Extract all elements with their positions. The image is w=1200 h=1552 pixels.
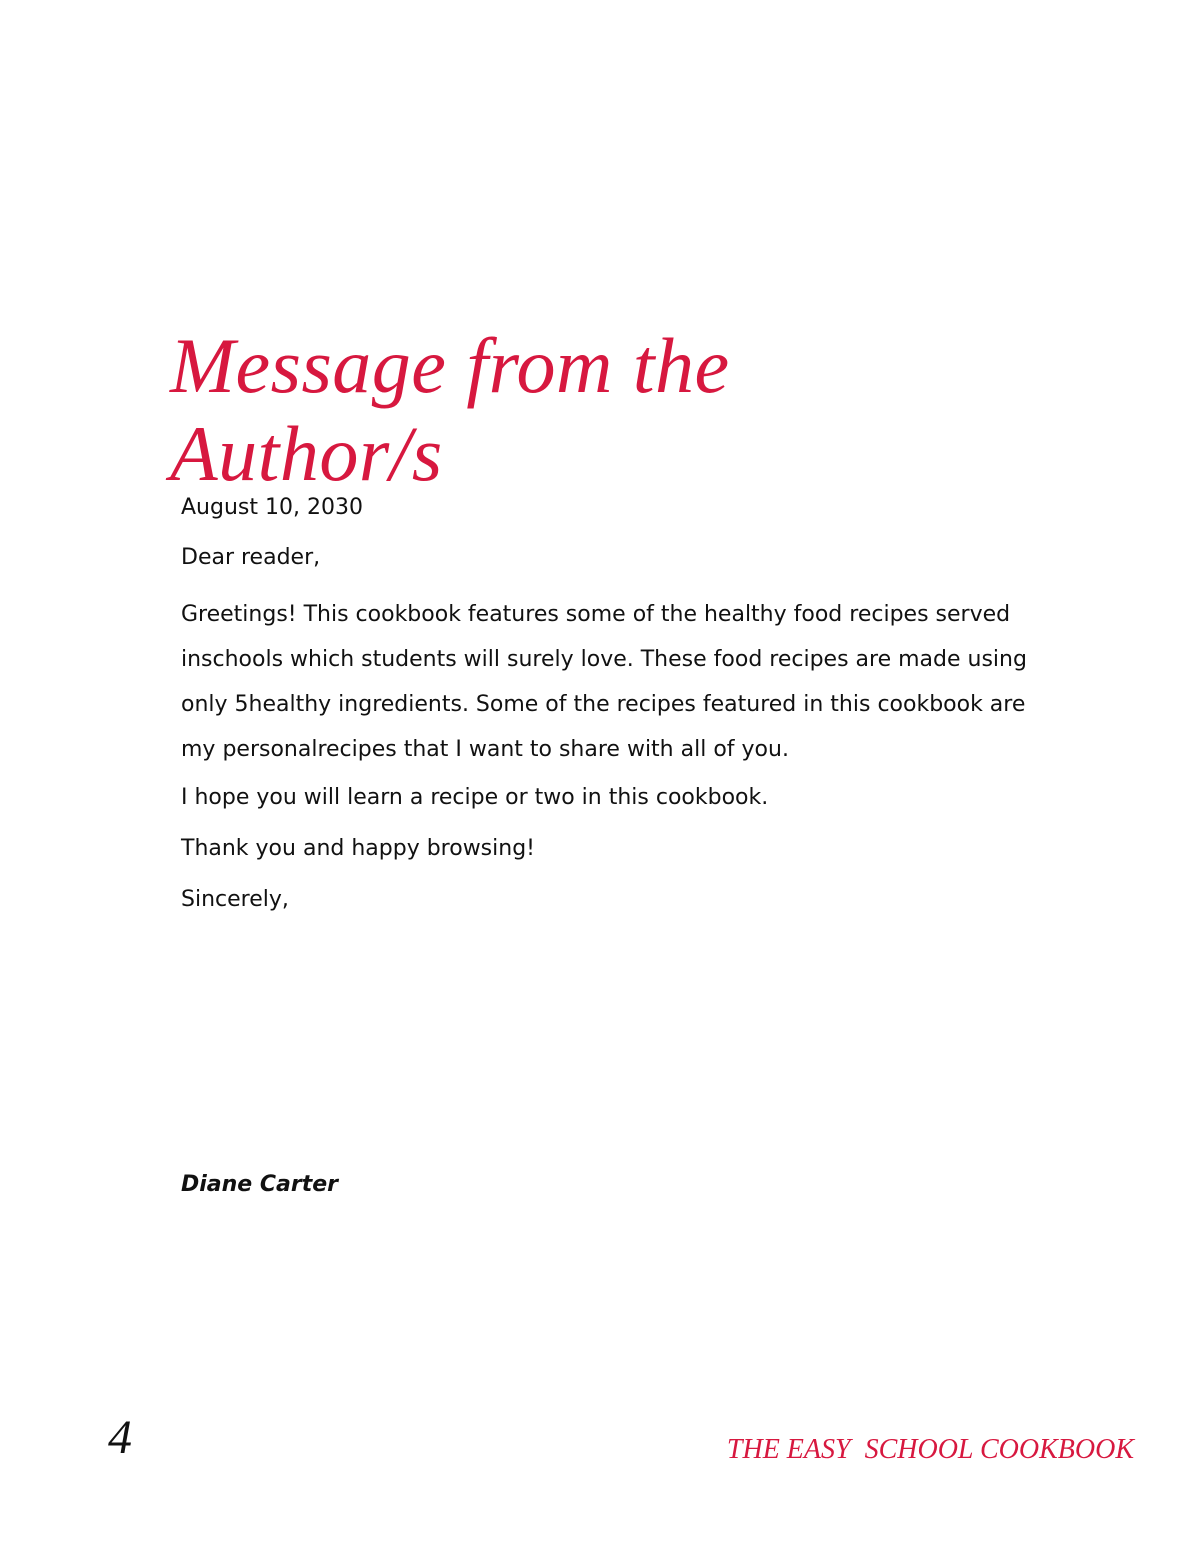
letter-closing: Sincerely, xyxy=(181,887,289,912)
title-line-1: Message from the xyxy=(170,322,730,409)
footer-book-title: THE EASY SCHOOL COOKBOOK xyxy=(726,1434,1134,1465)
letter-paragraph: Greetings! This cookbook features some of the healthy food recipes served inschools which students will surely love. These food recipes are made using only 5healthy ingredients. Some of the recipes featured in this cookbook are my personalrecipes that I want to share with all of you. xyxy=(181,602,1027,762)
title-line-2: Author/s xyxy=(170,410,443,497)
author-signature: Diane Carter xyxy=(181,1172,339,1197)
letter-paragraph: I hope you will learn a recipe or two in this cookbook. xyxy=(181,785,769,810)
letter-date: August 10, 2030 xyxy=(181,495,363,520)
letter-paragraph: Thank you and happy browsing! xyxy=(181,836,535,861)
page-number: 4 xyxy=(108,1411,132,1464)
page-title xyxy=(170,322,930,498)
letter-salutation: Dear reader, xyxy=(181,545,321,570)
letter-body xyxy=(181,490,1031,933)
